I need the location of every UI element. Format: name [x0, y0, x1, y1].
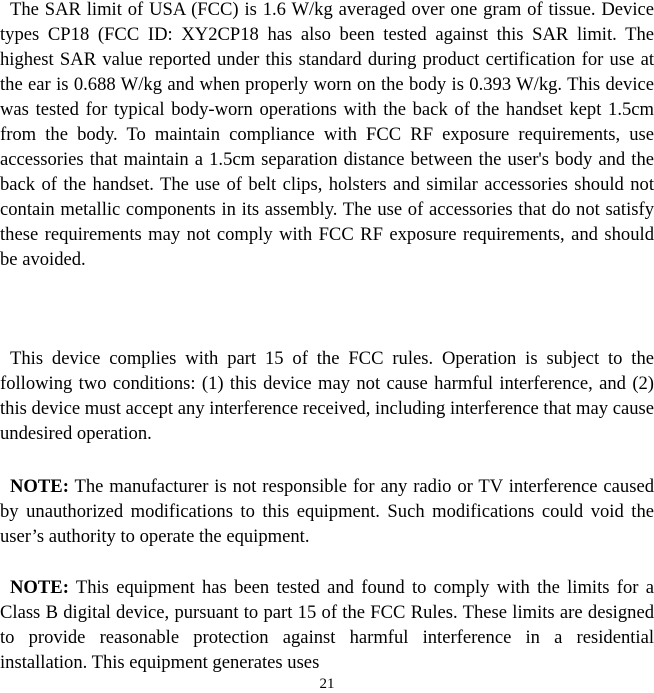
- note-label: NOTE:: [10, 476, 69, 497]
- page-number: 21: [319, 676, 335, 692]
- note-text: This equipment has been tested and found to comply with the limits for a Class B digital device, pursuant to part 15 of the FCC Rules. These limits are designed to provide reasonable protection against harmful interference in a residential installation. This equipment generates uses: [0, 577, 654, 673]
- sar-limit-paragraph: The SAR limit of USA (FCC) is 1.6 W/kg averaged over one gram of tissue. Device types CP18 (FCC ID: XY2CP18 has also been tested against this SAR limit. The highest SAR value reported under this standard during product certification for use at the ear is 0.688 W/kg and when properly worn on the body is 0.393 W/kg. This device was tested for typical body-worn operations with the back of the handset kept 1.5cm from the body. To maintain compliance with FCC RF exposure requirements, use accessories that maintain a 1.5cm separation distance between the user's body and the back of the handset. The use of belt clips, holsters and similar accessories should not contain metallic components in its assembly. The use of accessories that do not satisfy these requirements may not comply with FCC RF exposure requirements, and should be avoided.: [0, 0, 654, 270]
- class-b-note-paragraph: [0, 575, 654, 675]
- part15-compliance-paragraph: This device complies with part 15 of the FCC rules. Operation is subject to the following two conditions: (1) this device may not cause harmful interference, and (2) this device must accept any interference received, including interference that may cause undesired operation.: [0, 348, 654, 444]
- manufacturer-note-paragraph: [0, 474, 654, 549]
- note-text: The manufacturer is not responsible for any radio or TV interference caused by unauthorized modifications to this equipment. Such modifications could void the user’s authority to operate the equipment.: [0, 476, 654, 547]
- note-label: NOTE:: [10, 577, 69, 598]
